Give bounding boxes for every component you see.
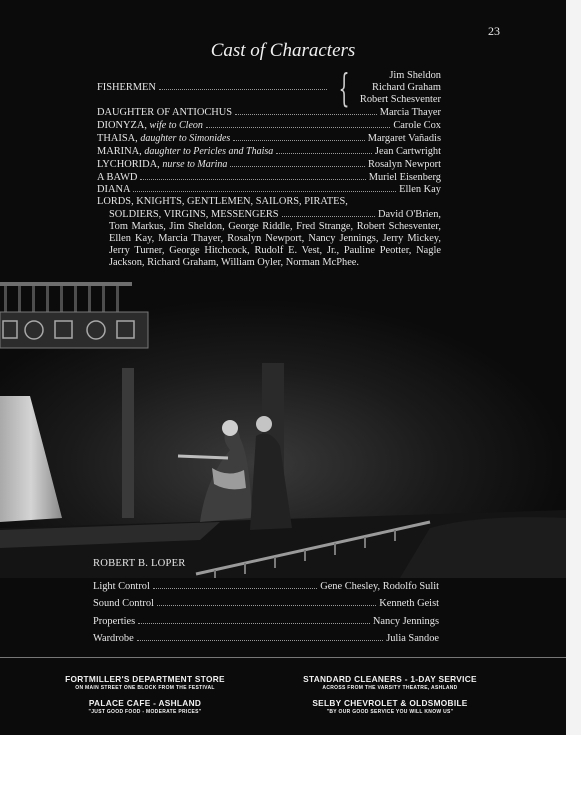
dot-leader	[233, 132, 364, 141]
crew-row	[93, 613, 439, 631]
ad-standard-cleaners	[280, 674, 500, 691]
dot-leader	[153, 580, 317, 589]
role-description: daughter to Pericles and Thaisa	[144, 145, 274, 157]
stage-photograph	[0, 278, 566, 578]
dot-leader	[282, 208, 375, 217]
crew-name: Kenneth Geist	[379, 598, 439, 609]
cast-row-ensemble	[97, 196, 441, 268]
crew-name: Gene Chesley, Rodolfo Sulit	[320, 580, 439, 592]
cast-row	[97, 145, 441, 158]
ad-palace-cafe	[40, 698, 250, 715]
ad-name: STANDARD CLEANERS - 1-DAY SERVICE	[303, 674, 477, 684]
crew-row	[93, 595, 439, 613]
role-name: FISHERMEN	[97, 82, 156, 94]
fishermen-actors	[360, 70, 441, 106]
ad-name: SELBY CHEVROLET & OLDSMOBILE	[312, 698, 468, 708]
actor-name: Robert Schesventer	[359, 94, 441, 105]
dot-leader	[157, 597, 376, 606]
cast-row	[97, 106, 441, 119]
actor-name: Marcia Thayer	[379, 107, 441, 118]
advertisement-footer	[0, 657, 566, 735]
page-edge	[566, 0, 581, 735]
actor-name: Margaret Vañadis	[367, 132, 441, 144]
cast-row-fishermen	[97, 66, 441, 110]
cast-row	[97, 132, 441, 145]
crew-role: Properties	[93, 615, 136, 627]
actor-name: Muriel Eisenberg	[368, 171, 441, 183]
role-description: wife to Cleon	[149, 119, 203, 131]
crew-role: Light Control	[93, 580, 150, 592]
crew-row	[93, 630, 439, 648]
role-description: nurse to Marina	[162, 158, 228, 170]
role-name: DIONYZA,	[97, 119, 147, 131]
dot-leader	[276, 145, 372, 154]
actor-name: Jean Cartwright	[374, 145, 441, 157]
actor-name: Rosalyn Newport	[367, 158, 441, 170]
ad-selby-chevrolet	[280, 698, 500, 715]
cast-row	[97, 183, 441, 196]
actor-name: Richard Graham	[372, 82, 441, 93]
dot-leader	[159, 89, 327, 90]
dot-leader	[140, 171, 365, 180]
crew-name: Nancy Jennings	[372, 615, 439, 627]
role-name: A BAWD	[97, 171, 138, 183]
crew-head-name: ROBERT B. LOPER	[93, 558, 186, 569]
role-description: daughter to Simonides	[140, 132, 231, 144]
actor-name: Ellen Kay	[399, 184, 441, 196]
ensemble-roles-line2	[109, 208, 441, 221]
ad-tagline: ACROSS FROM THE VARSITY THEATRE, ASHLAND	[322, 685, 458, 691]
role-name: MARINA,	[97, 145, 142, 157]
crew-role: Wardrobe	[93, 633, 134, 644]
cast-row	[97, 171, 441, 184]
crew-list	[93, 555, 439, 648]
actor-name: David O'Brien,	[377, 209, 441, 221]
dot-leader	[235, 106, 377, 115]
ad-tagline: "JUST GOOD FOOD - MODERATE PRICES"	[88, 709, 202, 715]
page-title: Cast of Characters	[210, 40, 356, 61]
ensemble-actors: Tom Markus, Jim Sheldon, George Riddle, Fred Strange, Robert Schesventer, Ellen Kay, Marcia Thayer, Rosalyn Newport, Nancy Jennings, Jerry Mickey, Jerry Turner, George Hitchcock, Rudolf E. Vest, Jr., Pauline Peotter, Nagle Jackson, Richard Graham, William Oyler, Norman McPhee.	[109, 221, 441, 268]
role-name: DIANA	[97, 184, 131, 196]
role-name: THAISA,	[97, 132, 138, 144]
role-name: DAUGHTER OF ANTIOCHUS	[97, 107, 233, 118]
page-number: 23	[488, 24, 500, 38]
ad-tagline: ON MAIN STREET ONE BLOCK FROM THE FESTIVAL	[75, 685, 215, 691]
ad-name: FORTMILLER'S DEPARTMENT STORE	[65, 674, 225, 684]
dot-leader	[206, 119, 390, 128]
role-name: SOLDIERS, VIRGINS, MESSENGERS	[109, 209, 279, 221]
cast-row	[97, 119, 441, 132]
ad-name: PALACE CAFE - ASHLAND	[88, 698, 202, 708]
role-name: LYCHORIDA,	[97, 158, 160, 170]
dot-leader	[137, 632, 383, 641]
actor-name: Jim Sheldon	[389, 70, 441, 81]
dot-leader	[230, 158, 365, 167]
crew-row	[93, 578, 439, 596]
brace-symbol: {	[338, 66, 350, 110]
actor-name: Carole Cox	[393, 119, 441, 131]
cast-row	[97, 158, 441, 171]
dot-leader	[138, 615, 370, 624]
ensemble-roles-line1: LORDS, KNIGHTS, GENTLEMEN, SAILORS, PIRATES,	[97, 196, 348, 208]
dot-leader	[133, 183, 396, 192]
crew-role: Sound Control	[93, 598, 154, 609]
ad-fortmillers	[40, 674, 250, 691]
crew-name: Julia Sandoe	[386, 633, 439, 644]
ad-tagline: "BY OUR GOOD SERVICE YOU WILL KNOW US"	[326, 709, 454, 715]
cast-list	[97, 66, 441, 269]
